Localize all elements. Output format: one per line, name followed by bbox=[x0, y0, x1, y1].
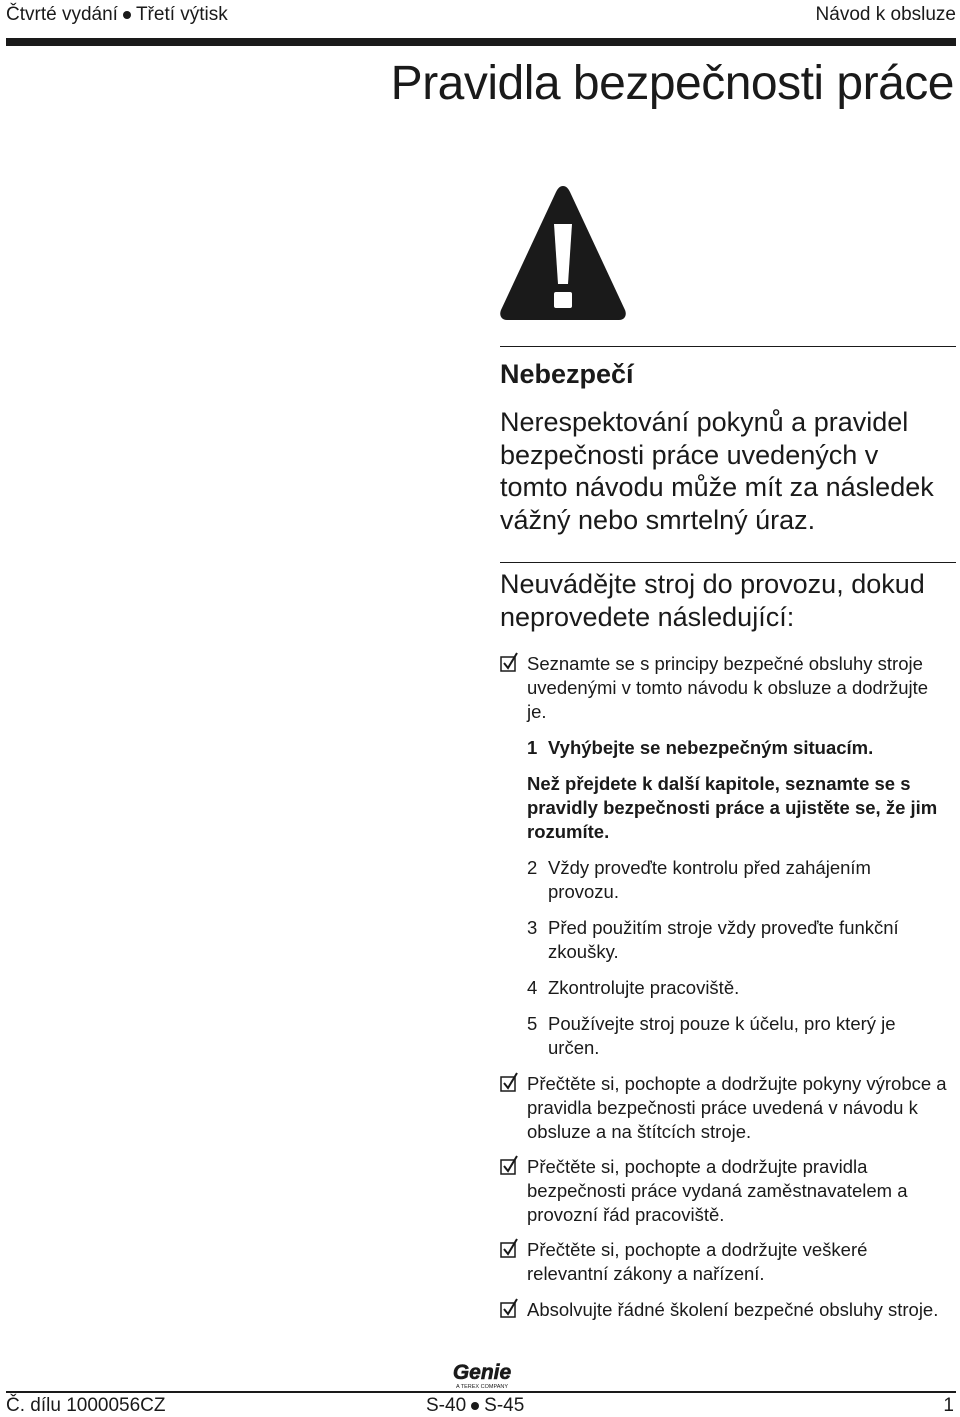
step-text: Vždy proveďte kontrolu před zahájením provozu. bbox=[548, 857, 871, 902]
bullet-dot bbox=[471, 1402, 479, 1410]
danger-label: Nebezpečí bbox=[500, 359, 634, 389]
edition-text: Čtvrté vydání bbox=[6, 4, 118, 25]
step-item bbox=[527, 856, 947, 904]
step-number: 2 bbox=[527, 857, 538, 878]
step-number: 4 bbox=[527, 977, 538, 998]
step-number: 1 bbox=[527, 737, 538, 758]
header-manual-name: Návod k obsluze bbox=[815, 4, 956, 25]
model-b: S-45 bbox=[484, 1395, 525, 1416]
header-rule bbox=[6, 38, 956, 46]
danger-text: Nerespektování pokynů a pravidel bezpečnosti práce uvedených v tomto návodu může mít za následek vážný nebo smrtelný úraz. bbox=[500, 407, 934, 535]
header-edition bbox=[6, 4, 228, 26]
footer-models bbox=[426, 1395, 524, 1417]
footer-rule bbox=[6, 1391, 956, 1393]
step-item bbox=[527, 976, 947, 1000]
checklist-text: Přečtěte si, pochopte a dodržujte veškeré relevantní zákony a nařízení. bbox=[527, 1239, 868, 1284]
step-number: 5 bbox=[527, 1013, 538, 1034]
step-text: Zkontrolujte pracoviště. bbox=[548, 977, 740, 998]
checkbox-checked-icon bbox=[500, 1155, 518, 1175]
danger-top-rule bbox=[500, 346, 956, 347]
logo-sub: A TEREX COMPANY bbox=[455, 1384, 509, 1390]
checkbox-checked-icon bbox=[500, 1072, 518, 1092]
step-item bbox=[527, 916, 947, 964]
step1-note: Než přejdete k další kapitole, seznamte se s pravidly bezpečnosti práce a ujistěte se, že jim rozumíte. bbox=[527, 773, 938, 842]
checklist-item bbox=[500, 1072, 950, 1144]
checklist-text: Přečtěte si, pochopte a dodržujte pravidla bezpečnosti práce vydaná zaměstnavatelem a provozní řád pracoviště. bbox=[527, 1156, 908, 1225]
checkbox-checked-icon bbox=[500, 1298, 518, 1318]
step-text: Vyhýbejte se nebezpečným situacím. bbox=[548, 737, 874, 758]
logo-name: Genie bbox=[452, 1361, 512, 1384]
checkbox-checked-icon bbox=[500, 1238, 518, 1258]
footer-page-number: 1 bbox=[943, 1395, 954, 1416]
step-number: 3 bbox=[527, 917, 538, 938]
checklist-item bbox=[500, 1155, 950, 1227]
warning-triangle-icon bbox=[498, 184, 628, 322]
checklist-item bbox=[500, 1298, 950, 1322]
section-heading: Neuvádějte stroj do provozu, dokud neprovedete následující: bbox=[500, 569, 925, 632]
bullet-dot bbox=[123, 11, 131, 19]
checklist-text: Absolvujte řádné školení bezpečné obsluhy stroje. bbox=[527, 1299, 939, 1320]
checklist-item bbox=[500, 1238, 950, 1286]
model-a: S-40 bbox=[426, 1395, 467, 1416]
page-title: Pravidla bezpečnosti práce bbox=[390, 57, 954, 110]
section-rule bbox=[500, 562, 956, 563]
footer-part-number: Č. dílu 1000056CZ bbox=[6, 1395, 166, 1416]
printing-text: Třetí výtisk bbox=[135, 4, 228, 25]
step-text: Před použitím stroje vždy proveďte funkční zkoušky. bbox=[548, 917, 899, 962]
step-item bbox=[527, 1012, 947, 1060]
checklist-text: Seznamte se s principy bezpečné obsluhy stroje uvedenými v tomto návodu k obsluze a dodržujte je. bbox=[527, 653, 929, 722]
genie-logo bbox=[443, 1360, 521, 1390]
checkbox-checked-icon bbox=[500, 652, 518, 672]
checklist-text: Přečtěte si, pochopte a dodržujte pokyny výrobce a pravidla bezpečnosti práce uvedená v návodu k obsluze a na štítcích stroje. bbox=[527, 1073, 947, 1142]
checklist-item bbox=[500, 652, 950, 724]
step-text: Používejte stroj pouze k účelu, pro který je určen. bbox=[548, 1013, 896, 1058]
step-item bbox=[527, 736, 947, 760]
